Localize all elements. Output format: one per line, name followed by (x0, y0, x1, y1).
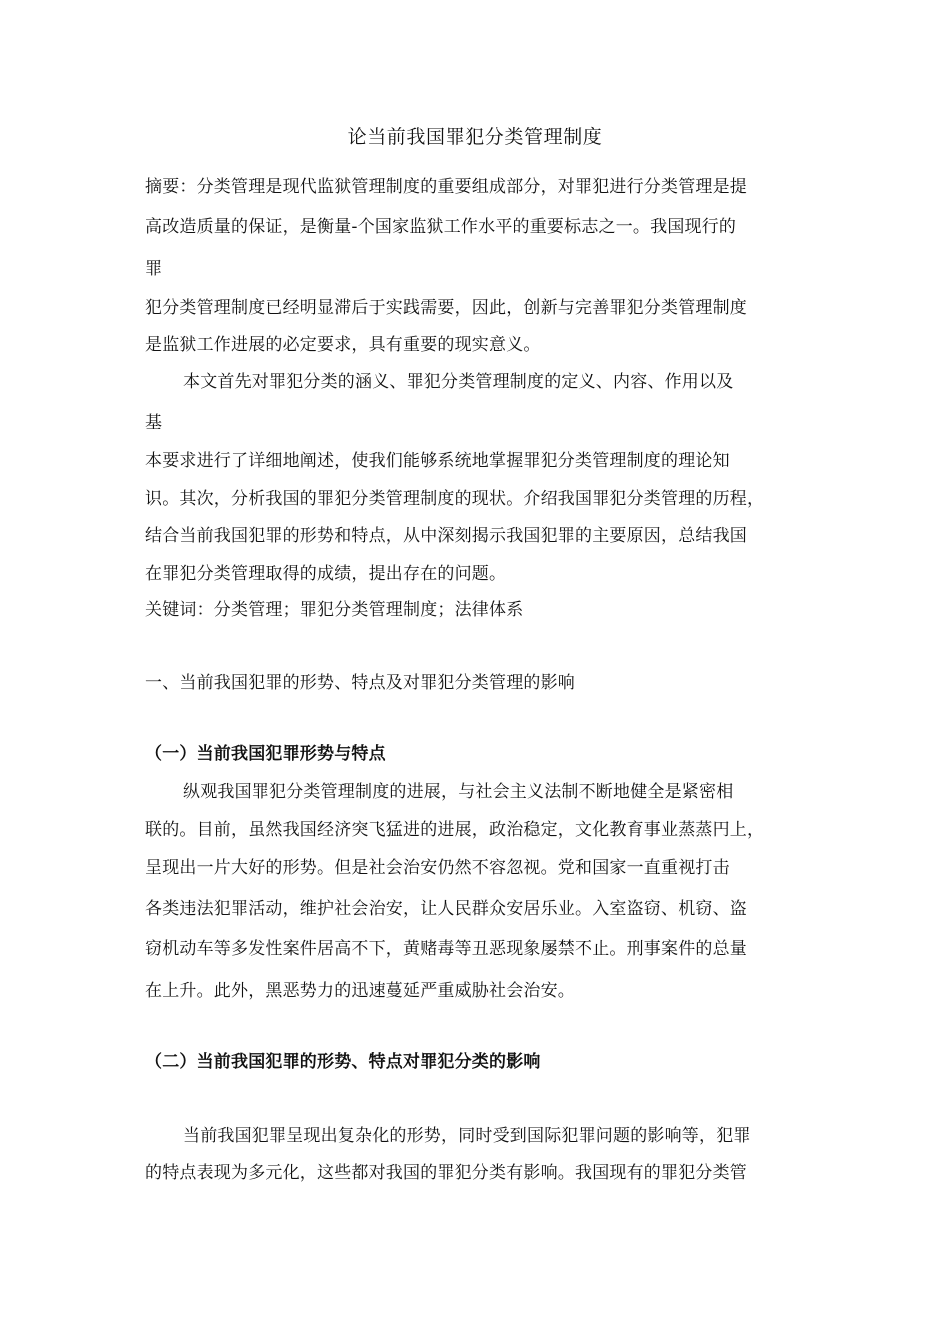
body-line: 各类违法犯罪活动，维护社会治安，让人民群众安居乐业。入室盗窃、机窃、盗 (145, 899, 747, 919)
abstract-line: 摘要：分类管理是现代监狱管理制度的重要组成部分，对罪犯进行分类管理是提 (145, 177, 747, 197)
abstract-line: 罪 (145, 259, 163, 279)
abstract-line: 在罪犯分类管理取得的成绩，提出存在的问题。 (145, 564, 507, 584)
abstract-line: 基 (145, 413, 163, 433)
document-title: 论当前我国罪犯分类管理制度 (347, 126, 603, 148)
subsection-heading: （二）当前我国犯罪的形势、特点对罪犯分类的影响 (145, 1052, 541, 1072)
body-line: 当前我国犯罪呈现出复杂化的形势，同时受到国际犯罪问题的影响等，犯罪 (183, 1126, 751, 1146)
body-line: 窃机动车等多发性案件居高不下，黄赌毒等丑恶现象屡禁不止。刑事案件的总量 (145, 939, 747, 959)
subsection-heading: （一）当前我国犯罪形势与特点 (145, 744, 386, 764)
body-line: 在上升。此外，黑恶势力的迅速蔓延严重威胁社会治安。 (145, 981, 575, 1001)
section-heading: 一、当前我国犯罪的形势、特点及对罪犯分类管理的影响 (145, 673, 575, 693)
body-line: 呈现出一片大好的形势。但是社会治安仍然不容忽视。党和国家一直重视打击 (145, 858, 730, 878)
abstract-line: 结合当前我国犯罪的形势和特点，从中深刻揭示我国犯罪的主要原因，总结我国 (145, 526, 747, 546)
body-line: 联的。目前，虽然我国经济突飞猛进的进展，政治稳定，文化教育事业蒸蒸円上， (145, 820, 765, 840)
body-line: 纵观我国罪犯分类管理制度的进展，与社会主义法制不断地健全是紧密相 (183, 782, 734, 802)
abstract-line: 本要求进行了详细地阐述，使我们能够系统地掌握罪犯分类管理制度的理论知 (145, 451, 730, 471)
keywords: 关键词：分类管理；罪犯分类管理制度；法律体系 (145, 600, 524, 620)
body-line: 的特点表现为多元化，这些都对我国的罪犯分类有影响。我国现有的罪犯分类管 (145, 1163, 747, 1183)
abstract-line: 本文首先对罪犯分类的涵义、罪犯分类管理制度的定义、内容、作用以及 (183, 372, 734, 392)
abstract-line: 是监狱工作进展的必定要求，具有重要的现实意义。 (145, 335, 541, 355)
abstract-line: 犯分类管理制度已经明显滞后于实践需要，因此，创新与完善罪犯分类管理制度 (145, 298, 747, 318)
abstract-line: 识。其次，分析我国的罪犯分类管理制度的现状。介绍我国罪犯分类管理的历程， (145, 489, 765, 509)
abstract-line: 高改造质量的保证，是衡量-个国家监狱工作水平的重要标志之一。我国现行的 (145, 217, 737, 237)
